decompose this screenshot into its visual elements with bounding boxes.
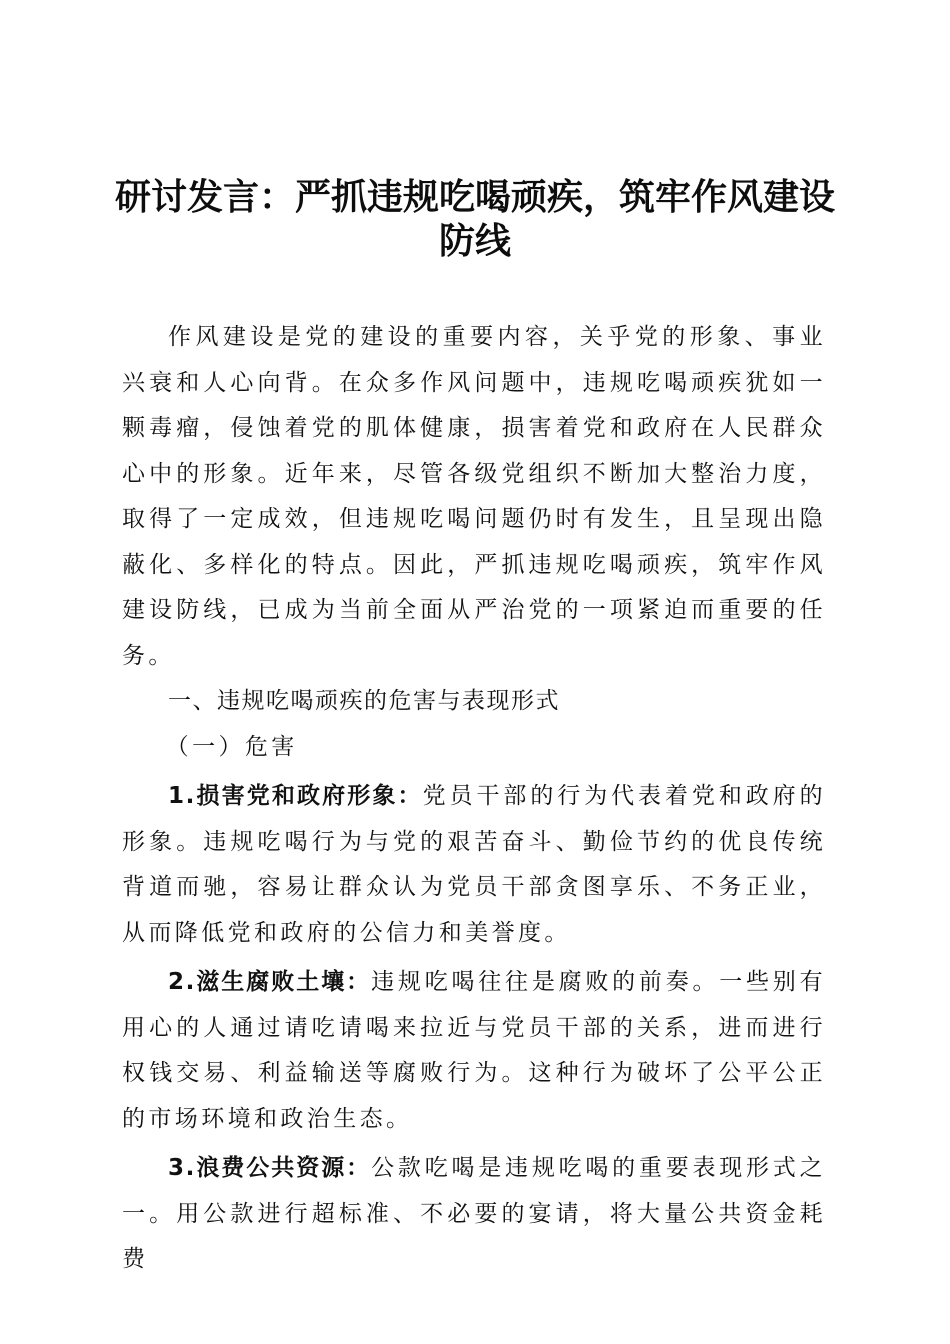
item-lead: 3.浪费公共资源： <box>168 1155 372 1181</box>
item-text: 公款吃喝是违规吃喝的重要表现形式之一。用公款进行超标准、不必要的宴请，将大量公共资金耗费 <box>122 1155 826 1272</box>
item-text: 违规吃喝往往是腐败的前奏。一些别有用心的人通过请吃请喝来拉近与党员干部的关系，进而进行权钱交易、利益输送等腐败行为。这种行为破坏了公平公正的市场环境和政治生态。 <box>122 969 826 1132</box>
item-lead: 2.滋生腐败土壤： <box>168 969 372 995</box>
document-title: 研讨发言：严抓违规吃喝顽疾，筑牢作风建设防线 <box>114 177 835 262</box>
list-item <box>122 960 826 1142</box>
section-heading-1: 一、违规吃喝顽疾的危害与表现形式 <box>168 688 560 714</box>
list-item <box>122 1146 826 1283</box>
intro-paragraph: 作风建设是党的建设的重要内容，关乎党的形象、事业兴衰和人心向背。在众多作风问题中，违规吃喝顽疾犹如一颗毒瘤，侵蚀着党的肌体健康，损害着党和政府在人民群众心中的形象。近年来，尽管各级党组织不断加大整治力度，取得了一定成效，但违规吃喝问题仍时有发生，且呈现出隐蔽化、多样化的特点。因此，严抓违规吃喝顽疾，筑牢作风建设防线，已成为当前全面从严治党的一项紧迫而重要的任务。 <box>122 324 826 669</box>
item-text: 党员干部的行为代表着党和政府的形象。违规吃喝行为与党的艰苦奋斗、勤俭节约的优良传统背道而驰，容易让群众认为党员干部贪图享乐、不务正业，从而降低党和政府的公信力和美誉度。 <box>122 783 827 946</box>
document-body <box>122 315 826 1283</box>
item-lead: 1.损害党和政府形象： <box>168 783 423 809</box>
subsection-heading-1: （一）危害 <box>165 733 298 760</box>
list-item <box>122 774 826 956</box>
